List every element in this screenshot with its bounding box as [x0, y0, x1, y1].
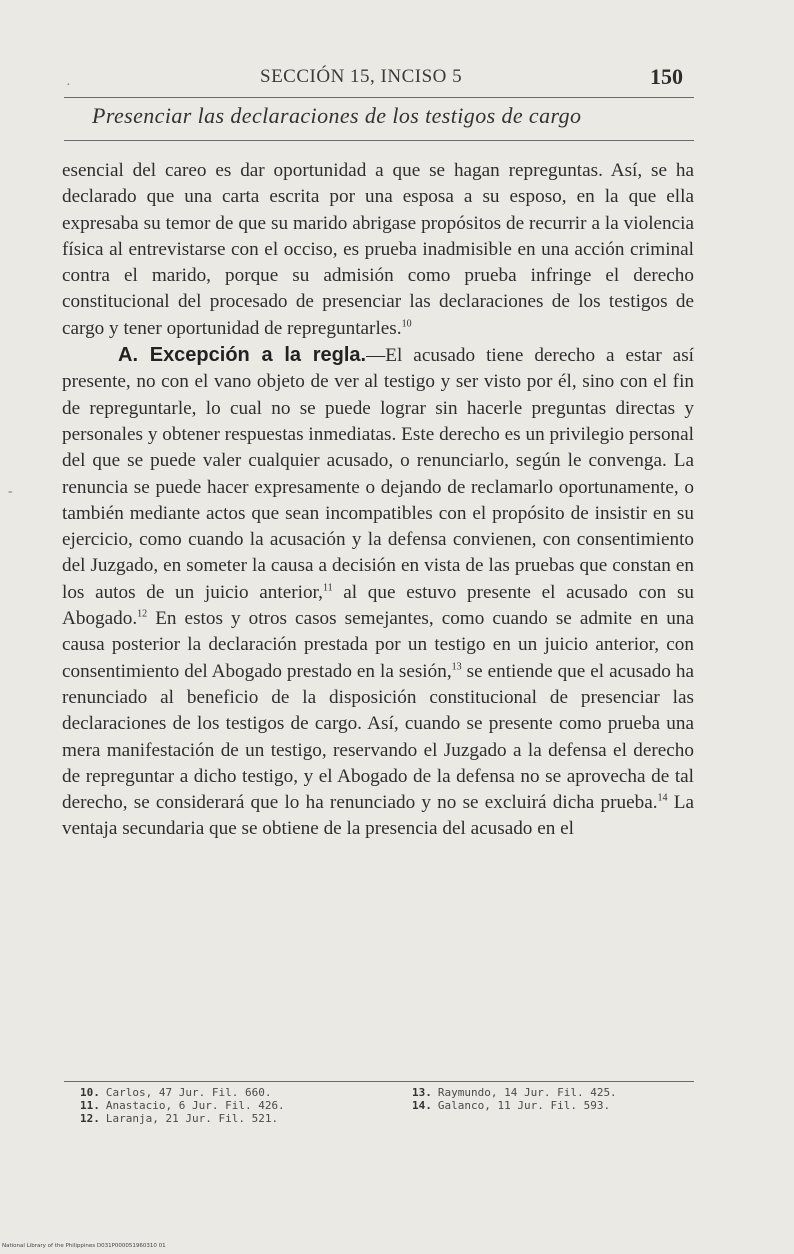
footnote-number: 12.: [80, 1112, 100, 1125]
paragraph-text: se entiende que el acusado ha renunciado al beneficio de la disposición constitucional de presenciar las declaraciones de los testigos de cargo. Así, cuando se presente como prueba una mera manifestación de un testigo, reservando el Juzgado a la defensa el derecho de repreguntar a dicho testigo, y el Abogado de la defensa no se aprovecha de tal derecho, se considerará que lo ha renunciado y no se excluirá dicha prueba.: [62, 660, 694, 814]
footnote-ref-14: 14: [657, 792, 668, 804]
footnote-text: Carlos, 47 Jur. Fil. 660.: [105, 1086, 272, 1099]
paragraph-text: En estos y otros casos semejantes, como cuando se admite en una causa posterior la declaración prestada por un testigo en un juicio anterior, con consentimiento del Abogado prestado en la sesión,: [62, 608, 694, 682]
running-head: SECCIÓN 15, INCISO 5: [260, 66, 463, 87]
section-title: Presenciar las declaraciones de los testigos de cargo: [92, 103, 582, 128]
margin-dot-mark: ·: [66, 78, 71, 93]
footnote-number: 13.: [412, 1086, 432, 1099]
footnote-13: [412, 1086, 617, 1099]
body-text: [62, 158, 694, 843]
footnote-number: 11.: [80, 1099, 100, 1112]
subsection-heading: A. Excepción a la regla.: [118, 344, 367, 367]
footnote-11: [80, 1099, 285, 1112]
footnote-text: Galanco, 11 Jur. Fil. 593.: [437, 1099, 611, 1112]
paragraph-text: —El acusado tiene derecho a estar así presente, no con el vano objeto de ver al testigo y ser visto por él, sino con el fin de repreguntarle, lo cual no se puede lograr sin hacerle preguntas directas y personales y obtener respuestas inmediatas. Este derecho es un privilegio personal del que se puede valer cualquier acusado, o renunciarlo, según le convenga. La renuncia se puede hacer expresamente o dejando de reclamarlo oportunamente, o también mediante actos que sean incompatibles con el propósito de insistir en su ejercicio, como cuando la acusación y la defensa convienen, con consentimiento del Juzgado, en someter la causa a decisión en vista de las pruebas que constan en los autos de un juicio anterior,: [62, 345, 694, 603]
paragraph-text: al que estuvo presente el acusado con su Abogado.: [62, 581, 695, 630]
paragraph-text: La ventaja secundaria que se obtiene de la presencia del acusado en el: [62, 792, 694, 840]
margin-dash-mark: -: [8, 484, 13, 499]
paragraph-exception: [62, 342, 694, 843]
scan-credit: National Library of the Philippines D031P000051960310 01: [2, 1243, 166, 1249]
footnotes-left-column: [80, 1086, 285, 1125]
page-number: 150: [650, 64, 683, 89]
footnote-rule: [64, 1081, 694, 1082]
footnotes-right-column: [412, 1086, 617, 1112]
footnote-10: [80, 1086, 285, 1099]
footnote-ref-12: 12: [137, 608, 148, 620]
footnote-ref-10: 10: [401, 318, 412, 330]
footnote-ref-13: 13: [451, 661, 462, 673]
header-rule-bottom: [64, 140, 694, 141]
footnote-number: 14.: [412, 1099, 432, 1112]
footnote-text: Laranja, 21 Jur. Fil. 521.: [105, 1112, 279, 1125]
footnote-12: [80, 1112, 285, 1125]
footnote-text: Raymundo, 14 Jur. Fil. 425.: [437, 1086, 617, 1099]
footnote-number: 10.: [80, 1086, 100, 1099]
paragraph-continuation: [62, 158, 694, 342]
footnote-14: [412, 1099, 617, 1112]
footnote-ref-11: 11: [322, 582, 333, 594]
footnote-text: Anastacio, 6 Jur. Fil. 426.: [105, 1099, 285, 1112]
paragraph-text: esencial del careo es dar oportunidad a que se hagan repreguntas. Así, se ha declarado que una carta escrita por una esposa a su esposo, en la que ella expresaba su temor de que su marido abrigase propósitos de recurrir a la violencia física al entrevistarse con el occiso, es prueba inadmisible en una acción criminal contra el marido, porque su admisión como prueba infringe el derecho constitucional del procesado de presenciar las declaraciones de los testigos de cargo y tener oportunidad de repreguntarles.: [62, 160, 694, 339]
header-rule-top: [64, 97, 694, 98]
